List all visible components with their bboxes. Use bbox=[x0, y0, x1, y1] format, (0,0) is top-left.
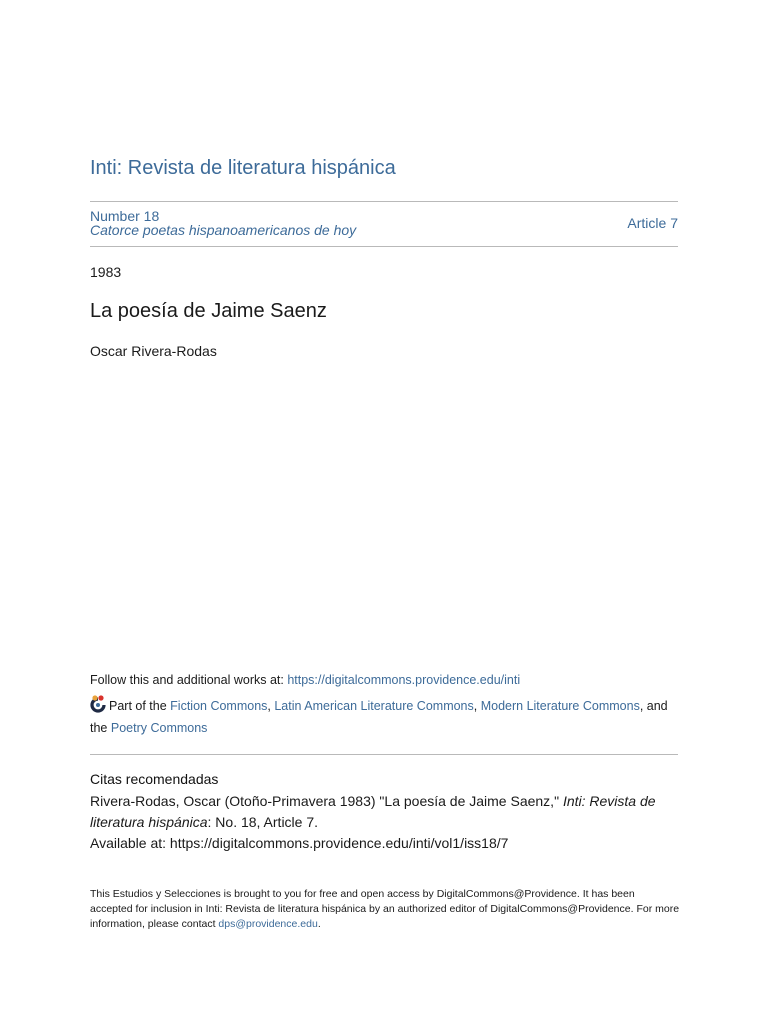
article-number-link[interactable]: Article 7 bbox=[627, 215, 678, 231]
the-text: the bbox=[90, 721, 111, 735]
journal-title-link[interactable]: Inti: Revista de literatura hispánica bbox=[90, 157, 396, 179]
issue-number-link[interactable]: Number 18 bbox=[90, 208, 160, 224]
follow-prefix: Follow this and additional works at: bbox=[90, 673, 288, 687]
collection-url-link[interactable]: https://digitalcommons.providence.edu/inti bbox=[287, 673, 521, 687]
citation-authors: Rivera-Rodas, Oscar (Otoño-Primavera 1983) "La poesía de Jaime Saenz," bbox=[90, 793, 563, 809]
header-divider-bottom bbox=[90, 246, 678, 247]
footer-notice bbox=[90, 887, 680, 932]
citation-divider bbox=[90, 754, 678, 755]
citation-text bbox=[90, 791, 680, 854]
footer-text: This Estudios y Selecciones is brought to you for free and open access by DigitalCommons@Providence. It has been accepted for inclusion in Inti: Revista de literatura hispánica by an authorized editor of DigitalCommons@Providence. For more information, please contact bbox=[90, 888, 680, 930]
comma-separator: , bbox=[267, 699, 275, 713]
issue-subtitle-link[interactable]: Catorce poetas hispanoamericanos de hoy bbox=[90, 222, 357, 238]
header-divider-top bbox=[90, 201, 678, 202]
poetry-commons-link[interactable]: Poetry Commons bbox=[110, 721, 208, 735]
citation-volume: : No. 18, Article 7. bbox=[207, 814, 319, 830]
part-of-prefix: Part of the bbox=[109, 699, 171, 713]
bepress-commons-icon bbox=[90, 695, 106, 713]
citation-heading: Citas recomendadas bbox=[90, 771, 219, 787]
comma-separator: , bbox=[473, 699, 481, 713]
contact-email-link[interactable]: dps@providence.edu bbox=[218, 918, 318, 930]
author-name: Oscar Rivera-Rodas bbox=[90, 343, 217, 359]
modern-literature-commons-link[interactable]: Modern Literature Commons bbox=[480, 699, 640, 713]
fiction-commons-link[interactable]: Fiction Commons bbox=[170, 699, 268, 713]
citation-journal: Inti: Revista de literatura hispánica bbox=[90, 793, 656, 830]
publication-year: 1983 bbox=[90, 264, 122, 280]
footer-end: . bbox=[317, 918, 321, 930]
and-text: , and bbox=[639, 699, 668, 713]
citation-available-at: Available at: https://digitalcommons.providence.edu/inti/vol1/iss18/7 bbox=[90, 835, 509, 851]
follow-line bbox=[90, 673, 520, 687]
issue-info bbox=[90, 209, 356, 237]
part-of-line bbox=[90, 695, 682, 739]
latin-american-literature-commons-link[interactable]: Latin American Literature Commons bbox=[274, 699, 474, 713]
article-title: La poesía de Jaime Saenz bbox=[90, 300, 327, 322]
